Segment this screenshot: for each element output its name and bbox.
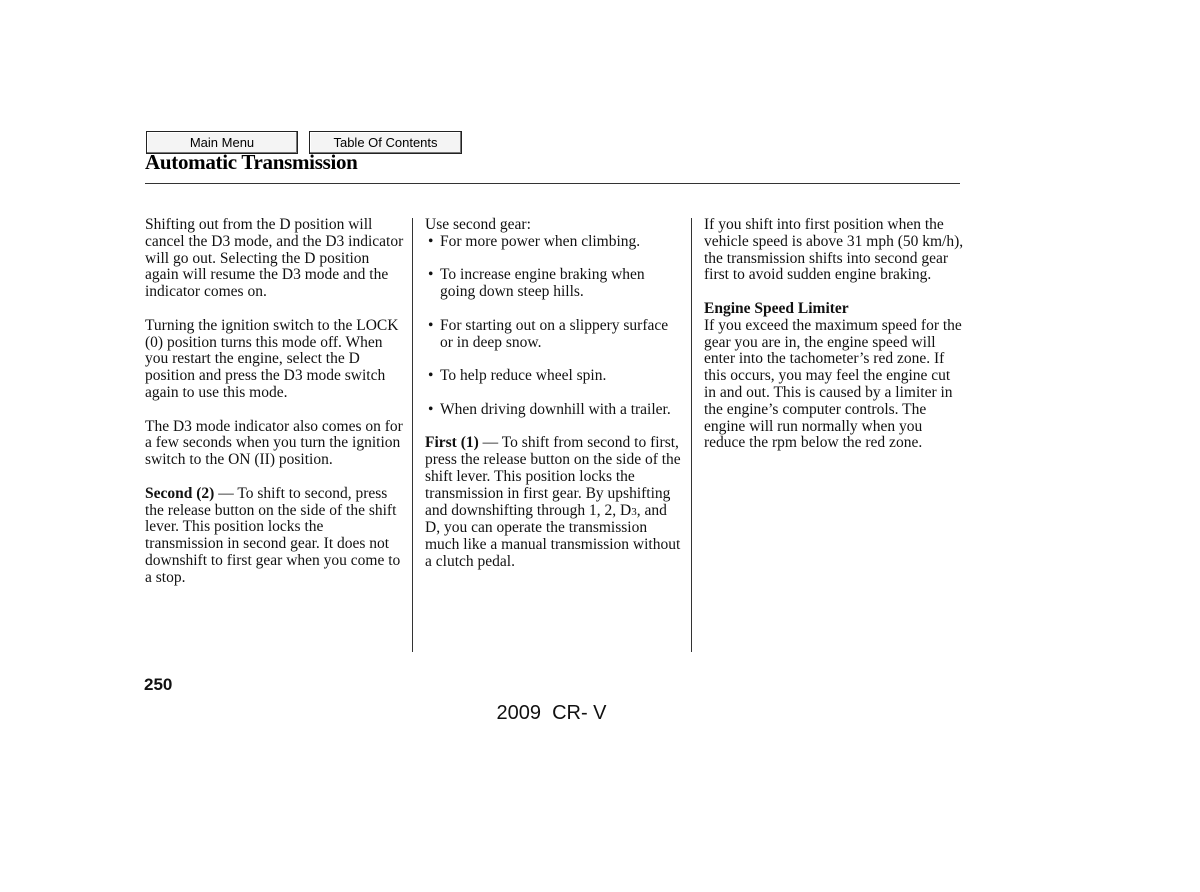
column-2 — [425, 217, 683, 588]
paragraph-engine-speed-limiter: If you exceed the maximum speed for the gear you are in, the engine speed will enter into the tachometer’s red zone. If this occurs, you may feel the engine cut in and out. This is caused by a limiter in the engine’s computer controls. The engine will run normally when you reduce the rpm below the red zone. — [704, 316, 962, 452]
title-divider — [145, 183, 960, 184]
second-gear-heading: Second (2) — [145, 484, 215, 502]
use-second-gear-intro: Use second gear: — [425, 216, 531, 233]
paragraph-lock-position: Turning the ignition switch to the LOCK (0) position turns this mode off. When you restart the engine, select the D position and press the D3 mode switch again to use this mode. — [145, 316, 399, 401]
d3-subscript: 3 — [631, 505, 637, 518]
engine-speed-limiter-heading: Engine Speed Limiter — [704, 299, 849, 317]
bullet-icon: • — [428, 316, 434, 334]
bullet-icon: • — [428, 367, 434, 385]
paragraph-d3-indicator: The D3 mode indicator also comes on for a few seconds when you turn the ignition switch to the ON (II) position. — [145, 417, 403, 469]
bullet-icon: • — [428, 266, 434, 284]
second-gear-text: To shift to second, press the release button on the side of the shift lever. This position locks the transmission in second gear. It does not downshift to first gear when you come to a stop. — [145, 484, 401, 586]
list-item: • To help reduce wheel spin. — [428, 367, 607, 385]
list-item: • To increase engine braking when going down steep hills. — [428, 266, 645, 301]
main-menu-button[interactable]: Main Menu — [146, 131, 298, 154]
column-3 — [704, 217, 966, 469]
bullet-icon: • — [428, 232, 434, 250]
paragraph-second-gear — [145, 486, 405, 587]
column-divider-1 — [412, 218, 413, 652]
first-gear-heading: First (1) — [425, 434, 479, 452]
column-divider-2 — [691, 218, 692, 652]
page-title: Automatic Transmission — [145, 150, 358, 174]
em-dash: — — [214, 484, 238, 502]
column-1 — [145, 217, 405, 603]
first-gear-text-1: To shift from second to first, press the release button on the side of the shift lever. This position locks the transmission in first gear. By upshifting and downshifting through 1, 2, D — [425, 434, 681, 519]
first-gear-text-2: , and D, you can operate the transmission much like a manual transmission without a clutch pedal. — [425, 501, 681, 570]
second-gear-uses-list — [425, 234, 683, 419]
footer-model-name: 2009 CR- V — [496, 702, 607, 724]
em-dash: — — [478, 434, 502, 452]
list-item: • For more power when climbing. — [428, 232, 641, 250]
paragraph-d3-cancel: Shifting out from the D position will cancel the D3 mode, and the D3 indicator will go out. Selecting the D position again will resume the D3 mode and the indicator comes on. — [145, 216, 404, 301]
paragraph-first-position-speed: If you shift into first position when the vehicle speed is above 31 mph (50 km/h), the transmission shifts into second gear first to avoid sudden engine braking. — [704, 216, 964, 284]
list-item: • For starting out on a slippery surface or in deep snow. — [428, 316, 669, 351]
page-number: 250 — [144, 675, 173, 694]
bullet-icon: • — [428, 400, 434, 418]
list-item: • When driving downhill with a trailer. — [428, 400, 671, 418]
table-of-contents-button[interactable]: Table Of Contents — [309, 131, 462, 154]
paragraph-first-gear — [425, 435, 683, 570]
